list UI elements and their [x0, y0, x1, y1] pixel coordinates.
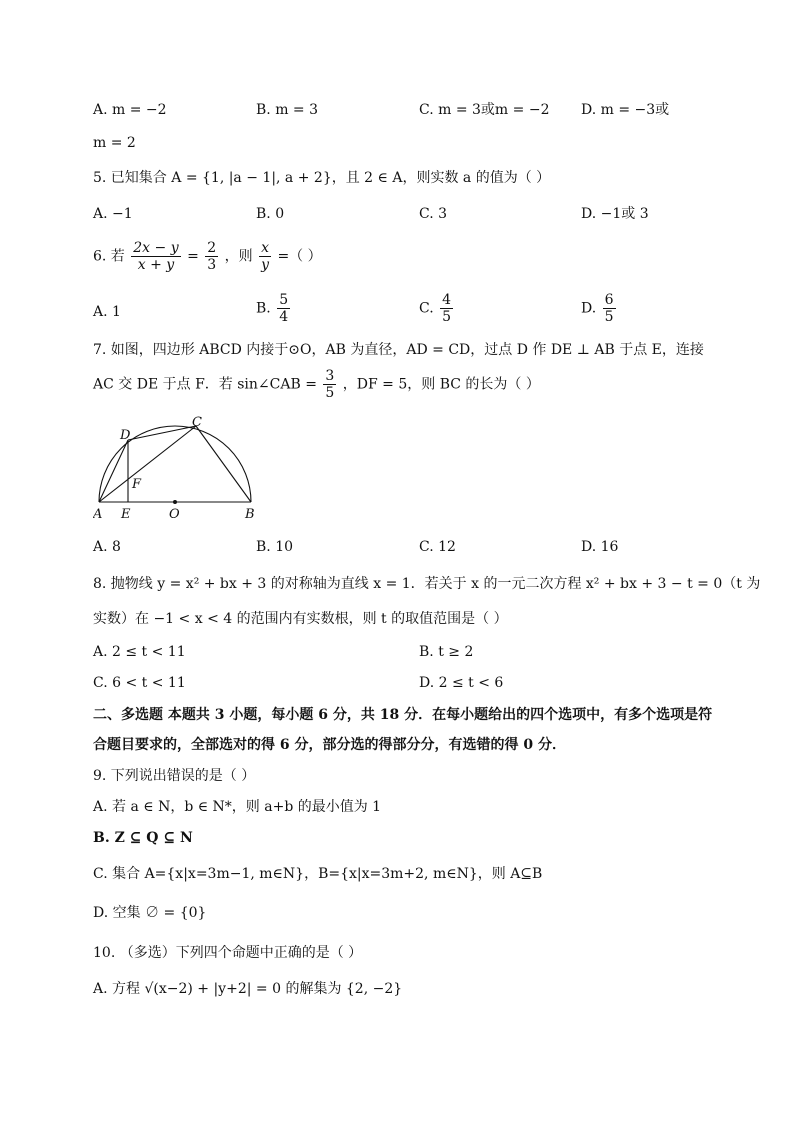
- q5-stem: 5. 已知集合 A = {1, |a − 1|, a + 2}，且 2 ∈ A，则实数 a 的值为（ ）: [93, 170, 551, 186]
- q6-suffix: =（ ）: [277, 248, 322, 265]
- q9-option-c: C. 集合 A={x|x=3m−1, m∈N}，B={x|x=3m+2, m∈N}，则 A⊆B: [93, 866, 543, 882]
- label-b: B: [245, 507, 255, 522]
- q7-sin-denominator: 5: [325, 385, 335, 401]
- q6-fraction-3-denominator: y: [261, 257, 269, 273]
- label-d: D: [120, 428, 131, 443]
- q6-option-b: [256, 292, 292, 325]
- q7-stem-line-1: 7. 如图，四边形 ABCD 内接于⊙O，AB 为直径，AD = CD，过点 D 作 DE ⊥ AB 于点 E，连接: [93, 342, 704, 358]
- q4-option-a: A. m = −2: [93, 102, 167, 118]
- center-point-o: [173, 500, 177, 504]
- q6-option-b-fraction: [277, 292, 290, 325]
- q6-option-c: [419, 292, 455, 325]
- q9-option-a: A. 若 a ∈ N，b ∈ N*，则 a+b 的最小值为 1: [93, 799, 382, 815]
- q9-option-b: B. Z ⊆ Q ⊆ N: [93, 830, 193, 846]
- q6-option-c-denominator: 5: [442, 309, 452, 325]
- label-a: A: [93, 507, 103, 522]
- q6-equals: =: [187, 248, 199, 265]
- q4-option-d-continued: m = 2: [93, 135, 136, 151]
- q7-option-a: A. 8: [93, 539, 121, 555]
- label-e: E: [121, 507, 131, 522]
- q6-fraction-2: [205, 240, 218, 273]
- q6-fraction-3-numerator: x: [259, 240, 271, 257]
- q6-option-c-label: C.: [419, 300, 434, 317]
- q6-fraction-1-denominator: x + y: [137, 257, 175, 273]
- q7-option-d: D. 16: [581, 539, 619, 555]
- q8-stem-line-1: 8. 抛物线 y = x² + bx + 3 的对称轴为直线 x = 1．若关于 x 的一元二次方程 x² + bx + 3 − t = 0（t 为: [93, 576, 761, 592]
- semicircle-diagram: [93, 412, 263, 524]
- q6-fraction-1-numerator: 2x − y: [133, 240, 179, 256]
- q6-option-c-numerator: 4: [442, 292, 452, 308]
- q6-prefix: 6. 若: [93, 248, 125, 265]
- q6-fraction-2-denominator: 3: [207, 257, 217, 273]
- q7-sin-numerator: 3: [325, 368, 335, 384]
- q6-option-d: [581, 292, 618, 325]
- q7-option-b: B. 10: [256, 539, 294, 555]
- q8-option-c: C. 6 < t < 11: [93, 675, 186, 691]
- q6-option-b-denominator: 4: [279, 309, 289, 325]
- q6-stem: [93, 240, 322, 273]
- label-f: F: [132, 477, 142, 492]
- q6-option-d-numerator: 6: [604, 292, 614, 308]
- q4-option-b: B. m = 3: [256, 102, 319, 118]
- q7-line2-suffix: ，DF = 5，则 BC 的长为（ ）: [342, 376, 540, 393]
- q9-option-d: D. 空集 ∅ = {0}: [93, 905, 207, 921]
- section-2-heading-line-1: 二、多选题 本题共 3 小题，每小题 6 分，共 18 分．在每小题给出的四个选项中，有多个选项是符: [93, 707, 713, 723]
- q4-option-d: D. m = −3或: [581, 102, 670, 118]
- q6-option-d-label: D.: [581, 300, 597, 317]
- q6-option-d-fraction: [603, 292, 616, 325]
- label-o: O: [169, 507, 180, 522]
- section-2-heading-line-2: 合题目要求的，全部选对的得 6 分，部分选的得部分分，有选错的得 0 分．: [93, 737, 566, 753]
- q5-option-d: D. −1或 3: [581, 206, 649, 222]
- q6-fraction-2-numerator: 2: [207, 240, 217, 256]
- q7-figure: [93, 412, 263, 524]
- q10-option-a: A. 方程 √(x−2) + |y+2| = 0 的解集为 {2, −2}: [93, 981, 403, 997]
- q9-stem: 9. 下列说出错误的是（ ）: [93, 768, 256, 784]
- q8-stem-line-2: 实数）在 −1 < x < 4 的范围内有实数根，则 t 的取值范围是（ ）: [93, 611, 508, 627]
- q7-sin-fraction: [323, 368, 336, 401]
- segment-dc: [128, 426, 196, 440]
- q6-fraction-1: [131, 240, 180, 273]
- segment-ad: [99, 440, 128, 502]
- q4-option-c: C. m = 3或m = −2: [419, 102, 550, 118]
- q6-option-d-denominator: 5: [604, 309, 614, 325]
- q8-option-a: A. 2 ≤ t < 11: [93, 644, 186, 660]
- q7-stem-line-2: [93, 368, 540, 401]
- q5-option-b: B. 0: [256, 206, 285, 222]
- q6-mid: ，则: [224, 248, 253, 265]
- q6-option-a: A. 1: [93, 304, 121, 320]
- q7-option-c: C. 12: [419, 539, 456, 555]
- q6-fraction-3: [259, 240, 271, 273]
- label-c: C: [192, 415, 202, 430]
- q6-option-c-fraction: [440, 292, 453, 325]
- q8-option-d: D. 2 ≤ t < 6: [419, 675, 504, 691]
- q6-option-b-label: B.: [256, 300, 271, 317]
- q10-stem: 10. （多选）下列四个命题中正确的是（ ）: [93, 945, 363, 961]
- segment-cb: [196, 426, 251, 502]
- q8-option-b: B. t ≥ 2: [419, 644, 474, 660]
- segment-ac: [99, 426, 196, 502]
- q7-line2-prefix: AC 交 DE 于点 F．若 sin∠CAB =: [93, 376, 317, 393]
- q5-option-c: C. 3: [419, 206, 448, 222]
- q6-option-b-numerator: 5: [279, 292, 289, 308]
- q5-option-a: A. −1: [93, 206, 133, 222]
